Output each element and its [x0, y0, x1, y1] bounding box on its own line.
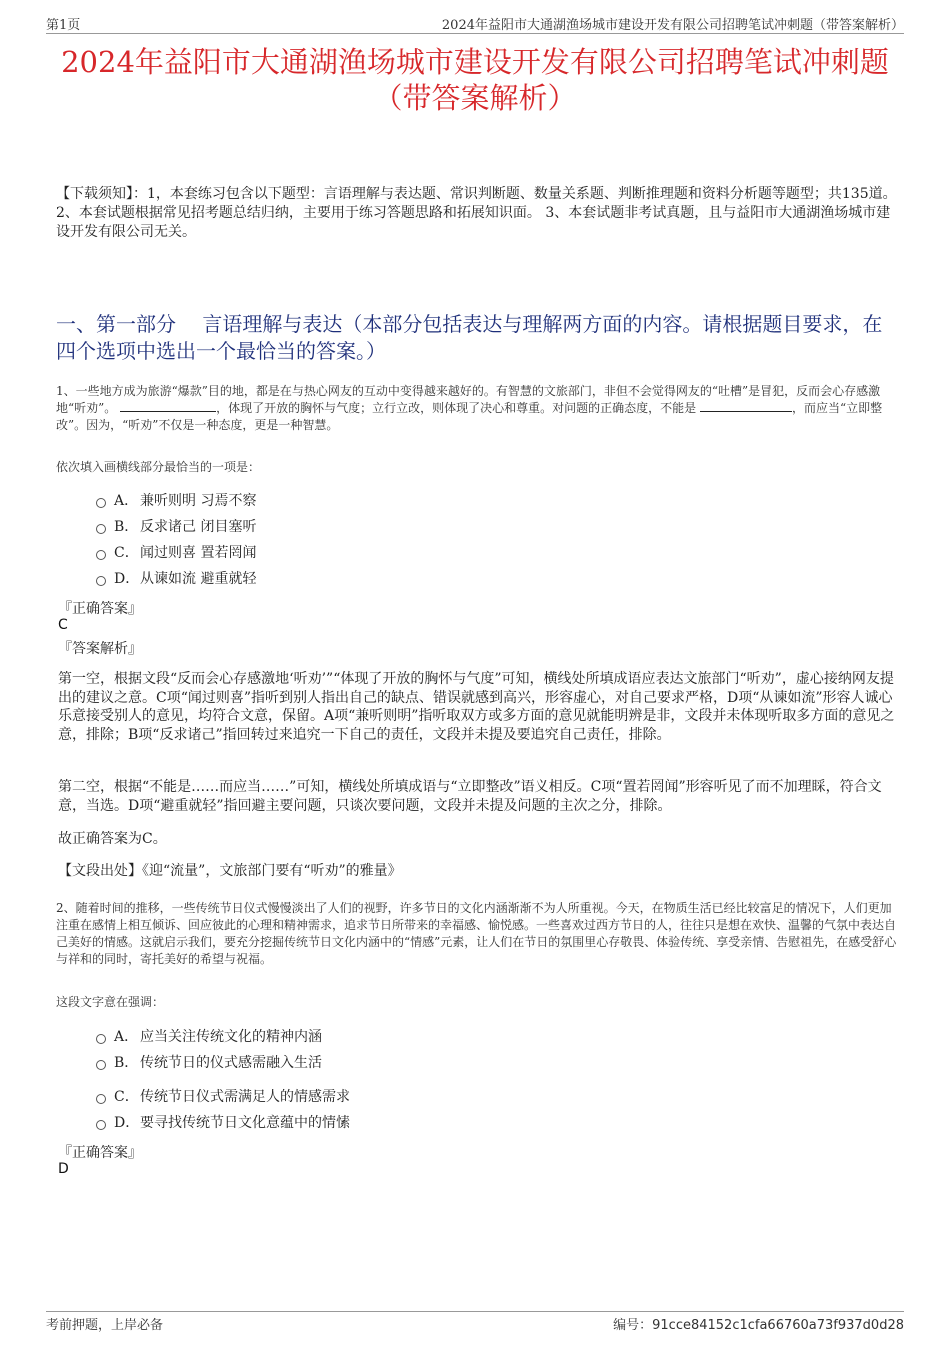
option-c[interactable]	[96, 543, 256, 563]
option-text: 闻过则喜 置若罔闻	[140, 545, 257, 561]
question-1-prompt: 依次填入画横线部分最恰当的一项是：	[56, 460, 261, 474]
answer-value: D	[58, 1161, 69, 1177]
analysis-paragraph-1: 第一空，根据文段“反而会心存感激地‘听劝’”“体现了开放的胸怀与气度”可知，横线处所填成语应表达文旅部门“听劝”，虚心接纳网友提出的建议之意。C项“闻过则喜”指听到别人指出自己的缺点、错误就感到高兴，形容虚心，对自己要求严格，D项“从谏如流”形容人诚心乐意接受别人的意见，均符合文意，保留。A项“兼听则明”指听取双方或多方面的意见就能明辨是非，文段并未体现听取多方面的意见之意，排除；B项“反求诸己”指回转过来追究一下自己的责任，文段并未提及要追究自己责任，排除。	[58, 671, 895, 743]
option-a[interactable]	[96, 1027, 322, 1047]
footer-divider	[46, 1311, 904, 1312]
question-2-prompt: 这段文字意在强调：	[56, 995, 165, 1009]
document-code	[613, 1314, 904, 1333]
option-key: A．	[114, 493, 139, 509]
option-text: 应当关注传统文化的精神内涵	[140, 1029, 322, 1045]
blank-2	[700, 400, 792, 412]
question-1-text-c: ，而应当“立即整改”。因为，“听劝”不仅是一种态度，更是一种智慧。	[56, 401, 883, 432]
radio-icon[interactable]	[96, 1094, 106, 1104]
radio-icon[interactable]	[96, 524, 106, 534]
radio-icon[interactable]	[96, 1120, 106, 1130]
code-value: 91cce84152c1cfa66760a73f937d0d28	[652, 1318, 904, 1333]
option-c[interactable]	[96, 1087, 350, 1107]
option-key: C．	[114, 545, 139, 561]
page-header	[46, 14, 904, 34]
option-text: 传统节日仪式需满足人的情感需求	[140, 1089, 350, 1105]
option-text: 反求诸己 闭目塞听	[140, 519, 257, 535]
analysis-paragraph-2: 第二空，根据“不能是……而应当……”可知，横线处所填成语与“立即整改”语义相反。C项“置若罔闻”形容听见了而不加理睬，符合文意，当选。D项“避重就轻”指回避主要问题，只谈次要问题，文段并未提及问题的主次之分，排除。	[58, 779, 882, 814]
analysis-label: 『答案解析』	[58, 641, 142, 657]
download-notice: 【下载须知】：1，本套练习包含以下题型：言语理解与表达题、常识判断题、数量关系题、判断推理题和资料分析题等题型；共135道。 2、本套试题根据常见招考题总结归纳，主要用于练习答题思路和拓展知识面。 3、本套试题非考试真题，且与益阳市大通湖渔场城市建设开发有限公司无关。	[56, 186, 897, 240]
answer-value: C	[58, 617, 68, 633]
question-1-text-b: ，体现了开放的胸怀与气度；立行立改，则体现了决心和尊重。对问题的正确态度，不能是	[216, 401, 697, 415]
option-b[interactable]	[96, 1053, 322, 1073]
answer-label: 『正确答案』	[58, 1145, 142, 1161]
option-key: B．	[114, 1055, 139, 1071]
radio-icon[interactable]	[96, 550, 106, 560]
analysis-conclusion: 故正确答案为C。	[58, 831, 167, 847]
option-b[interactable]	[96, 517, 256, 537]
answer-label: 『正确答案』	[58, 601, 142, 617]
option-text: 要寻找传统节日文化意蕴中的情愫	[140, 1115, 350, 1131]
code-label: 编号：	[613, 1318, 653, 1333]
radio-icon[interactable]	[96, 1060, 106, 1070]
option-key: B．	[114, 519, 139, 535]
source-citation: 【文段出处】《迎“流量”，文旅部门要有“听劝”的雅量》	[58, 863, 402, 879]
blank-1	[120, 400, 216, 412]
question-1-text-a: 1、一些地方成为旅游“爆款”目的地，都是在与热心网友的互动中变得越来越好的。有智慧的文旅部门，非但不会觉得网友的“吐槽”是冒犯，反而会心存感激地“听劝”。	[56, 384, 881, 415]
header-doc-title: 2024年益阳市大通湖渔场城市建设开发有限公司招聘笔试冲刺题（带答案解析）	[441, 18, 904, 33]
document-title: 2024年益阳市大通湖渔场城市建设开发有限公司招聘笔试冲刺题（带答案解析）	[61, 45, 889, 115]
page-number: 第1页	[46, 18, 81, 33]
radio-icon[interactable]	[96, 498, 106, 508]
radio-icon[interactable]	[96, 576, 106, 586]
option-text: 兼听则明 习焉不察	[140, 493, 257, 509]
question-1-text	[56, 383, 901, 434]
option-key: A．	[114, 1029, 139, 1045]
radio-icon[interactable]	[96, 1034, 106, 1044]
question-2-text: 2、随着时间的推移，一些传统节日仪式慢慢淡出了人们的视野，许多节日的文化内涵渐渐不为人所重视。今天，在物质生活已经比较富足的情况下，人们更加注重在感情上相互倾诉、回应彼此的心理和精神需求，追求节日所带来的幸福感、愉悦感。一些喜欢过西方节日的人，往往只是想在欢快、温馨的气氛中表达自己美好的情感。这就启示我们，要充分挖掘传统节日文化内涵中的“情感”元素，让人们在节日的氛围里心存敬畏、体验传统、享受亲情、告慰祖先，在感受舒心与祥和的同时，寄托美好的希望与祝福。	[56, 901, 897, 966]
option-key: C．	[114, 1089, 139, 1105]
footer-slogan: 考前押题，上岸必备	[46, 1318, 164, 1333]
header-divider	[46, 33, 904, 34]
option-text: 传统节日的仪式感需融入生活	[140, 1055, 322, 1071]
option-key: D．	[114, 1115, 140, 1131]
option-a[interactable]	[96, 491, 256, 511]
option-key: D．	[114, 571, 140, 587]
option-text: 从谏如流 避重就轻	[140, 571, 257, 587]
option-d[interactable]	[96, 1113, 350, 1133]
option-d[interactable]	[96, 569, 256, 589]
section-heading: 一、第一部分 言语理解与表达（本部分包括表达与理解两方面的内容。请根据题目要求，在四个选项中选出一个最恰当的答案。）	[56, 312, 883, 363]
